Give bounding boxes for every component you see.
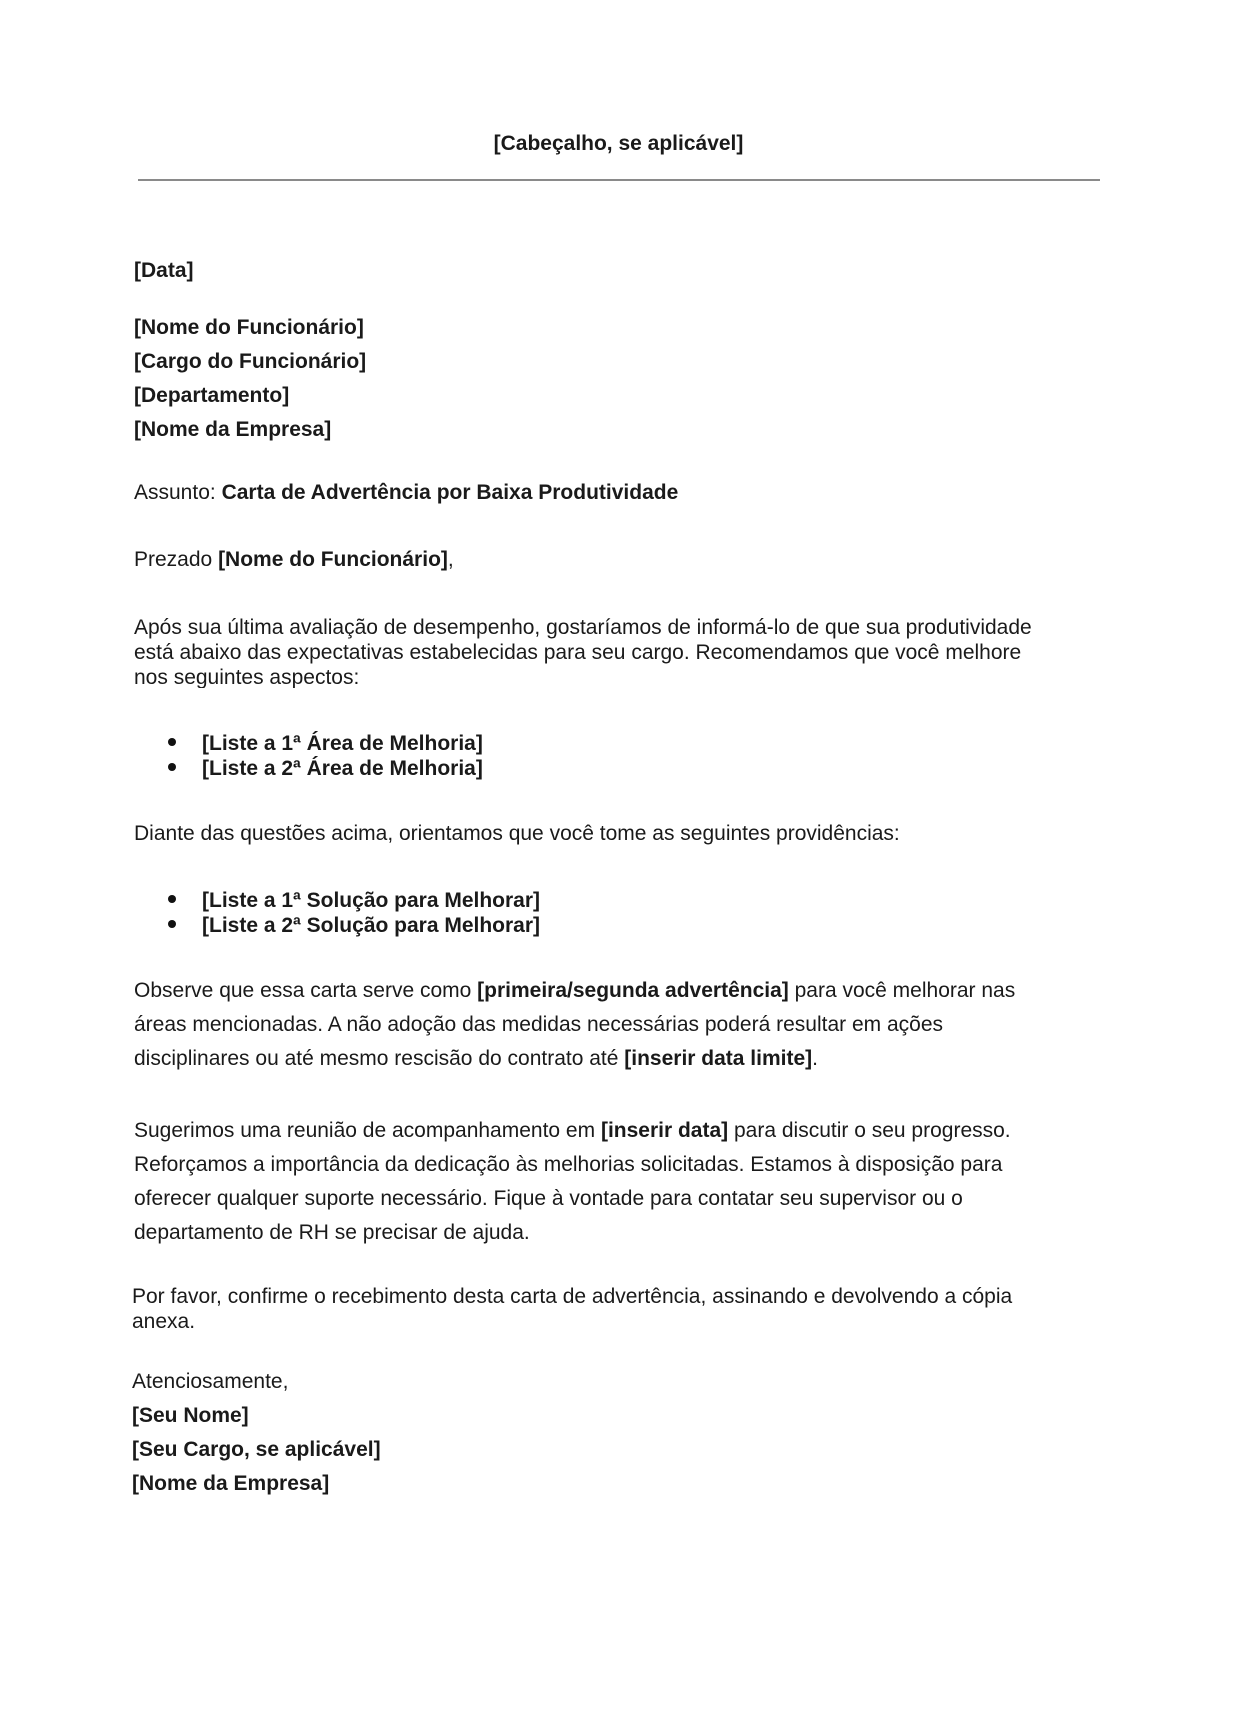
bullet-icon xyxy=(168,738,176,746)
list-item xyxy=(168,914,540,938)
header-divider xyxy=(138,179,1100,181)
warning-paragraph xyxy=(134,974,1094,1076)
improvement-area-1: [Liste a 1ª Área de Melhoria] xyxy=(202,732,483,755)
list-item xyxy=(168,889,540,913)
warning-line-1: Observe que essa carta serve como [primeira/segunda advertência] para você melhorar nas xyxy=(134,979,1016,1002)
meeting-date: [inserir data] xyxy=(600,1119,729,1142)
meeting-paragraph xyxy=(134,1114,1094,1244)
list-item xyxy=(168,732,483,756)
actions-intro: Diante das questões acima, orientamos que você tome as seguintes providências: xyxy=(134,822,900,845)
sender-name: [Seu Nome] xyxy=(132,1404,249,1427)
subject-label: Assunto: xyxy=(134,481,216,504)
sender-position: [Seu Cargo, se aplicável] xyxy=(132,1438,381,1461)
intro-paragraph xyxy=(134,615,1094,688)
letter-date: [Data] xyxy=(134,259,194,282)
recipient-department: [Departamento] xyxy=(134,384,290,407)
greeting xyxy=(134,548,454,572)
confirmation-line-2: anexa. xyxy=(132,1310,196,1333)
intro-line-3: nos seguintes aspectos: xyxy=(134,666,360,688)
recipient-position: [Cargo do Funcionário] xyxy=(134,350,367,373)
sender-company: [Nome da Empresa] xyxy=(132,1472,330,1495)
subject-text: Carta de Advertência por Baixa Produtividade xyxy=(221,481,679,504)
confirmation-line-1: Por favor, confirme o recebimento desta carta de advertência, assinando e devolvendo a cópia xyxy=(132,1285,1013,1308)
list-item xyxy=(168,757,483,781)
recipient-company: [Nome da Empresa] xyxy=(134,418,332,441)
recipient-name: [Nome do Funcionário] xyxy=(134,316,364,339)
confirmation-paragraph xyxy=(132,1284,1092,1334)
improvement-area-2: [Liste a 2ª Área de Melhoria] xyxy=(202,757,483,780)
bullet-icon xyxy=(168,920,176,928)
warning-level: [primeira/segunda advertência] xyxy=(477,979,789,1002)
meeting-line-1: Sugerimos uma reunião de acompanhamento em [inserir data] para discutir o seu progresso. xyxy=(134,1119,1011,1142)
intro-line-1: Após sua última avaliação de desempenho, gostaríamos de informá-lo de que sua produtividade xyxy=(134,616,1032,639)
warning-line-3: disciplinares ou até mesmo rescisão do contrato até [inserir data limite]. xyxy=(134,1047,818,1070)
bullet-icon xyxy=(168,895,176,903)
greeting-salutation: Prezado xyxy=(134,548,213,571)
header-title: [Cabeçalho, se aplicável] xyxy=(493,132,744,155)
closing-valediction: Atenciosamente, xyxy=(132,1370,289,1393)
greeting-punct: , xyxy=(447,548,454,571)
greeting-name: [Nome do Funcionário] xyxy=(218,548,448,571)
subject-line xyxy=(134,481,678,505)
solution-2: [Liste a 2ª Solução para Melhorar] xyxy=(202,914,541,937)
meeting-line-4: departamento de RH se precisar de ajuda. xyxy=(134,1221,530,1244)
meeting-line-2: Reforçamos a importância da dedicação às melhorias solicitadas. Estamos à disposição para xyxy=(134,1153,1003,1176)
meeting-line-3: oferecer qualquer suporte necessário. Fique à vontade para contatar seu supervisor ou o xyxy=(134,1187,963,1210)
bullet-icon xyxy=(168,763,176,771)
warning-line-2: áreas mencionadas. A não adoção das medidas necessárias poderá resultar em ações xyxy=(134,1013,943,1036)
solution-1: [Liste a 1ª Solução para Melhorar] xyxy=(202,889,541,912)
intro-line-2: está abaixo das expectativas estabelecidas para seu cargo. Recomendamos que você melhore xyxy=(134,641,1022,664)
warning-deadline: [inserir data limite] xyxy=(624,1047,813,1070)
